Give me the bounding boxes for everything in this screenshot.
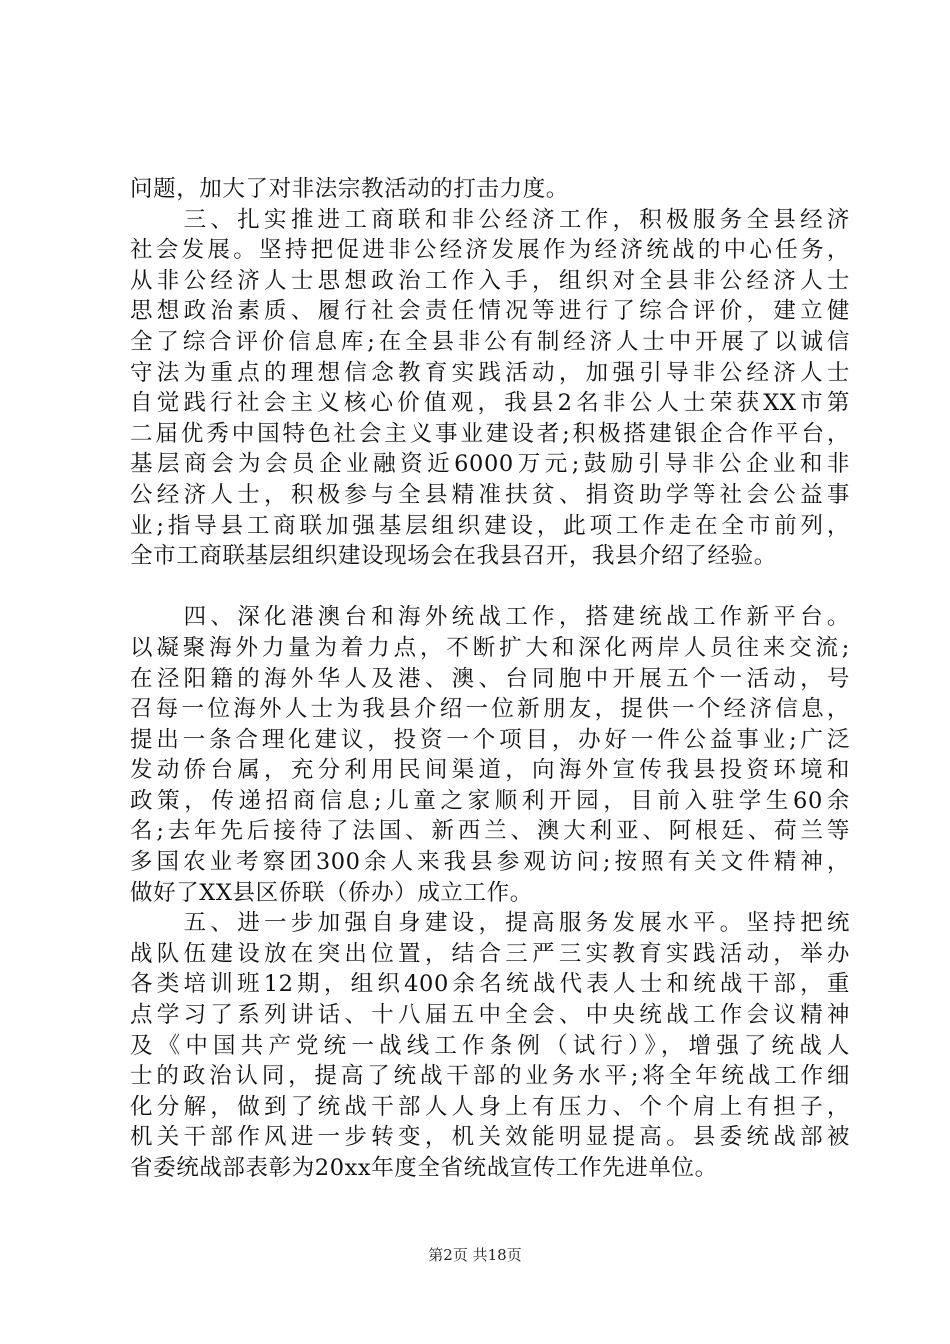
text-line: 各类培训班12期，组织400余名统战代表人士和统战干部，重 [130,971,850,998]
text-line: 召每一位海外人士为我县介绍一位新朋友，提供一个经济信息， [130,696,850,723]
text-line: 在泾阳籍的海外华人及港、澳、台同胞中开展五个一活动，号 [130,665,850,692]
text-line: 以凝聚海外力量为着力点，不断扩大和深化两岸人员往来交流; [130,634,850,661]
text-line: 士的政治认同，提高了统战干部的业务水平;将全年统战工作细 [130,1063,850,1090]
text-line: 做好了XX县区侨联（侨办）成立工作。 [130,879,533,906]
text-line: 三、扎实推进工商联和非公经济工作，积极服务全县经济 [130,206,850,233]
text-line: 名;去年先后接待了法国、新西兰、澳大利亚、阿根廷、荷兰等 [130,818,850,845]
text-line: 发动侨台属，充分利用民间渠道，向海外宣传我县投资环境和 [130,757,850,784]
text-line: 基层商会为会员企业融资近6000万元;鼓励引导非公企业和非 [130,451,850,478]
text-line: 全市工商联基层组织建设现场会在我县召开，我县介绍了经验。 [130,543,777,570]
text-line: 自觉践行社会主义核心价值观，我县2名非公人士荣获XX市第 [130,390,850,417]
text-line: 政策，传递招商信息;儿童之家顺利开园，目前入驻学生60余 [130,787,850,814]
page-footer: 第2页 共18页 [428,1246,522,1264]
text-line: 四、深化港澳台和海外统战工作，搭建统战工作新平台。 [130,604,850,631]
text-line: 守法为重点的理想信念教育实践活动，加强引导非公经济人士 [130,359,850,386]
text-line: 化分解，做到了统战干部人人身上有压力、个个肩上有担子， [130,1093,850,1120]
paragraph-4 [130,908,850,1183]
text-line: 战队伍建设放在突出位置，结合三严三实教育实践活动，举办 [130,940,850,967]
text-line: 从非公经济人士思想政治工作入手，组织对全县非公经济人士 [130,267,850,294]
text-line: 提出一条合理化建议，投资一个项目，办好一件公益事业;广泛 [130,726,850,753]
text-line: 五、进一步加强自身建设，提高服务发展水平。坚持把统 [130,910,850,937]
text-line: 业;指导县工商联加强基层组织建设，此项工作走在全市前列， [130,512,850,539]
paragraph-3 [130,602,850,908]
text-line: 机关干部作风进一步转变，机关效能明显提高。县委统战部被 [130,1124,850,1151]
text-line: 公经济人士，积极参与全县精准扶贫、捐资助学等社会公益事 [130,481,850,508]
text-line: 二届优秀中国特色社会主义事业建设者;积极搭建银企合作平台， [130,420,850,447]
text-line: 问题，加大了对非法宗教活动的打击力度。 [130,176,569,202]
text-line: 点学习了系列讲话、十八届五中全会、中央统战工作会议精神 [130,1002,850,1029]
paragraph-gap [130,572,850,603]
text-line: 全了综合评价信息库;在全县非公有制经济人士中开展了以诚信 [130,328,850,355]
paragraph-1 [130,174,850,205]
text-line: 省委统战部表彰为20xx年度全省统战宣传工作先进单位。 [130,1155,718,1181]
paragraph-2 [130,205,850,572]
text-line: 社会发展。坚持把促进非公经济发展作为经济统战的中心任务， [130,237,850,264]
document-body [130,174,850,1184]
text-line: 思想政治素质、履行社会责任情况等进行了综合评价，建立健 [130,298,850,325]
text-line: 及《中国共产党统一战线工作条例（试行）》，增强了统战人 [130,1032,850,1059]
text-line: 多国农业考察团300余人来我县参观访问;按照有关文件精神， [130,849,850,876]
